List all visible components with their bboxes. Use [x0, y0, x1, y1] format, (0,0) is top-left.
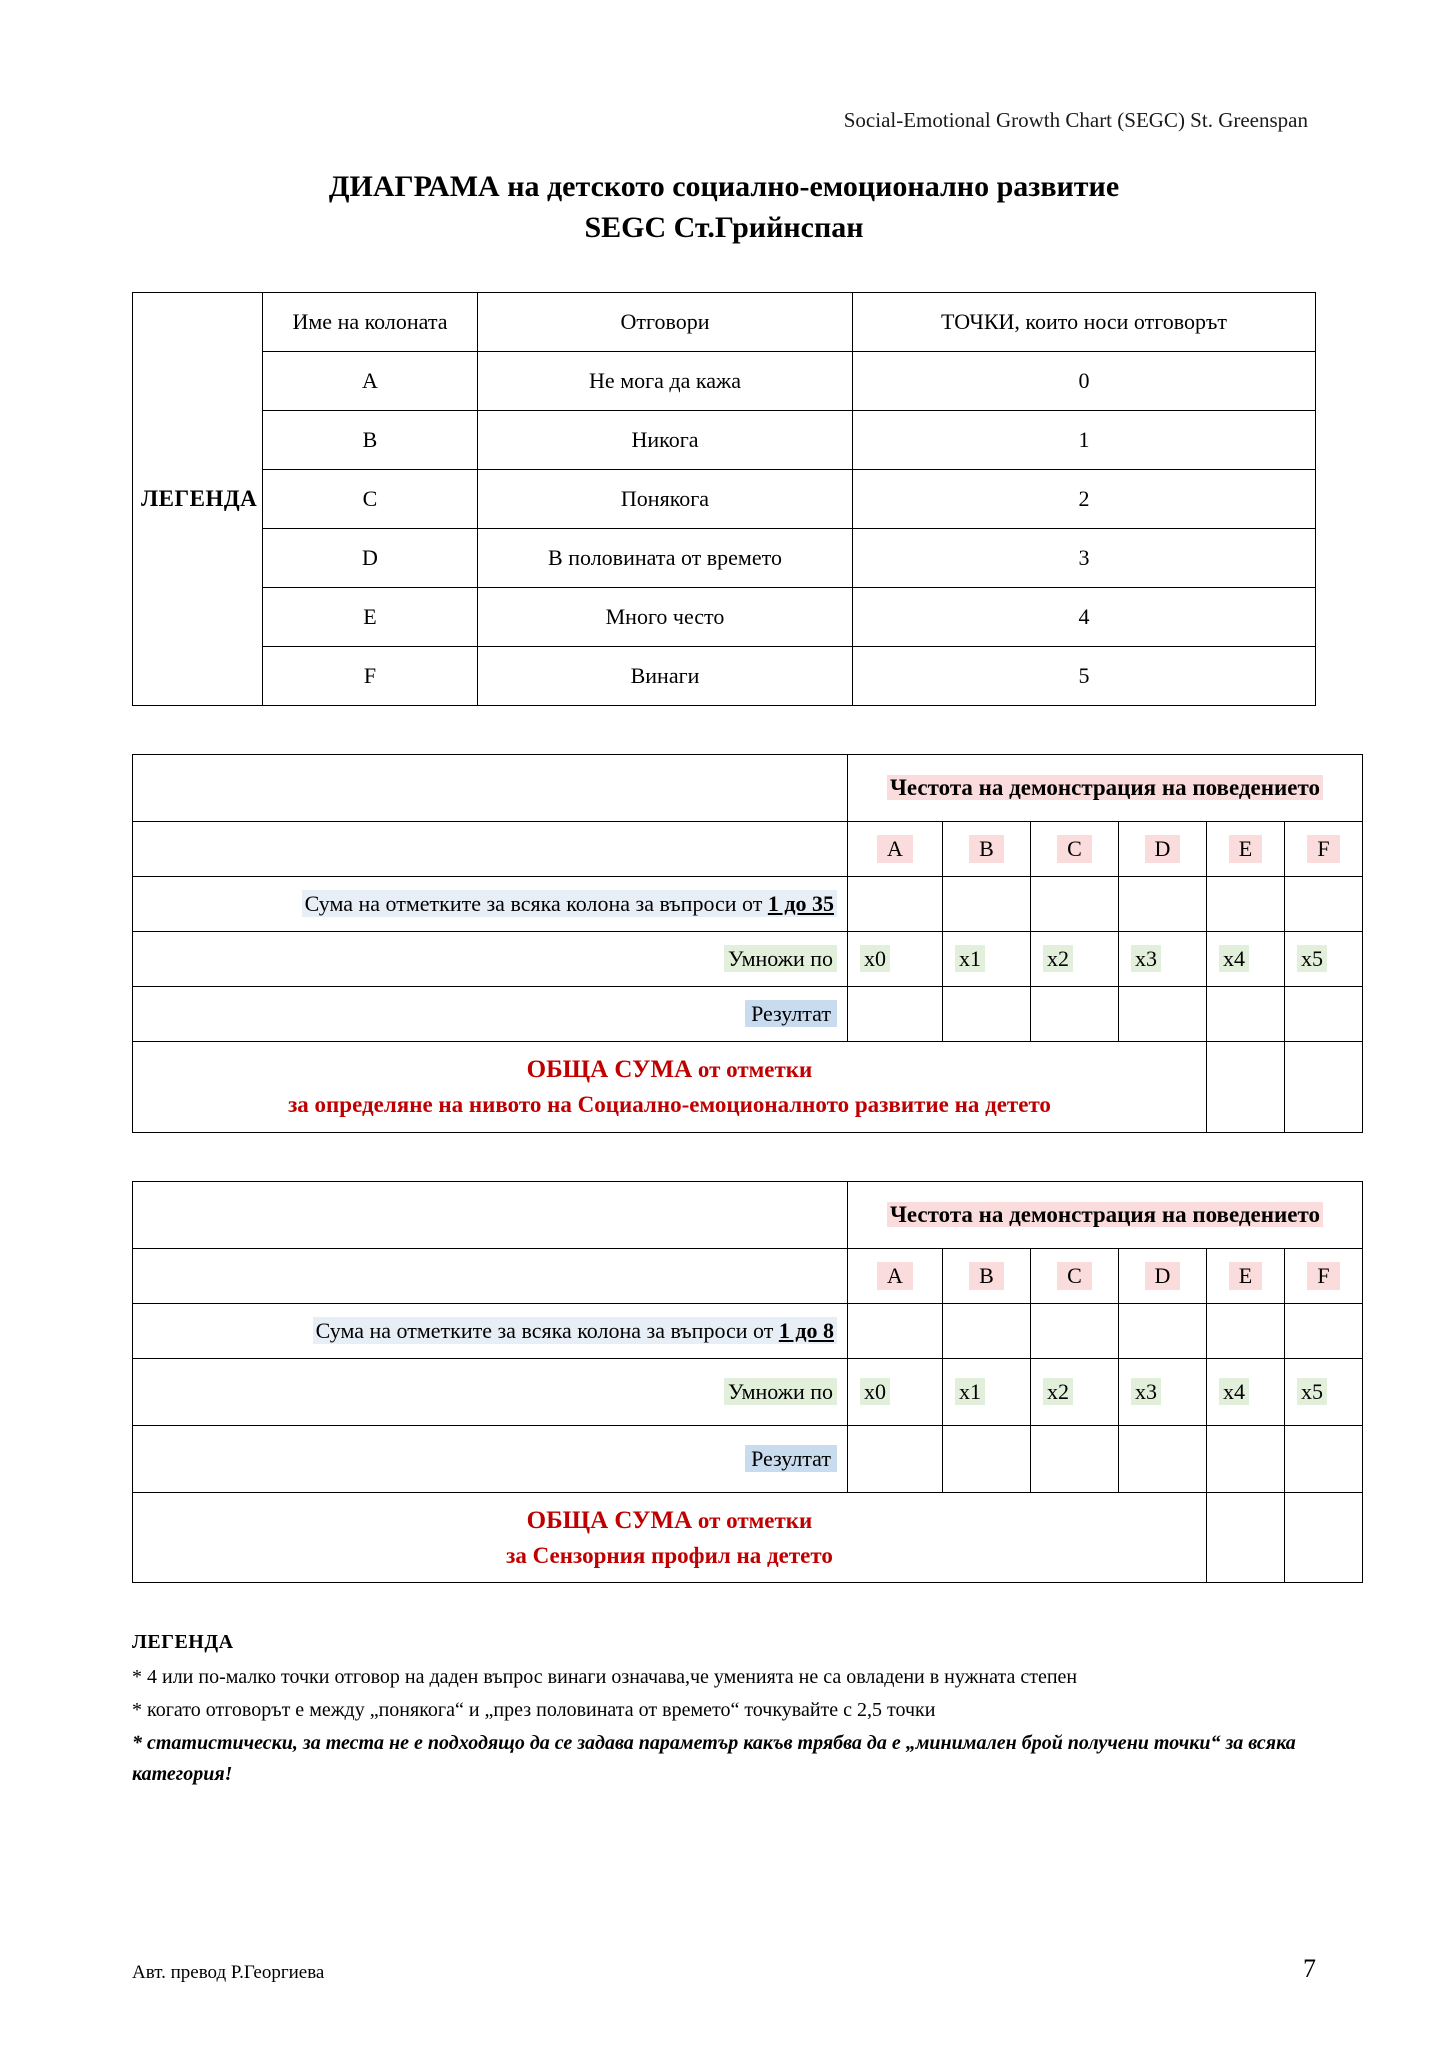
legend-col: C: [263, 470, 478, 529]
result-input-c[interactable]: [1031, 987, 1119, 1042]
multiply-row-label: Умножи по: [133, 932, 848, 987]
page-title: [132, 167, 1316, 248]
grand-total-input[interactable]: [1207, 1492, 1285, 1583]
legend-table: [132, 292, 1316, 706]
table-row: [133, 1303, 1363, 1358]
sum-input-b[interactable]: [943, 1303, 1031, 1358]
table-row: [133, 529, 1316, 588]
multiplier-d: x3: [1119, 932, 1207, 987]
table-row: [133, 755, 1363, 822]
page-number: 7: [1303, 1954, 1316, 1983]
frequency-header-text: Честота на демонстрация на поведението: [887, 775, 1323, 800]
result-input-d[interactable]: [1119, 1425, 1207, 1492]
running-head: Social-Emotional Growth Chart (SEGC) St. Greenspan: [843, 108, 1308, 132]
legend-answer: В половината от времето: [478, 529, 853, 588]
legend-header-col: Име на колоната: [263, 293, 478, 352]
table-row: [133, 1248, 1363, 1303]
column-letter-d: D: [1119, 822, 1207, 877]
score-table-social-emotional: [132, 754, 1363, 1133]
legend-points: 1: [853, 411, 1316, 470]
sum-input-f[interactable]: [1285, 877, 1363, 932]
legend-points: 3: [853, 529, 1316, 588]
table-row: [133, 1358, 1363, 1425]
result-input-d[interactable]: [1119, 987, 1207, 1042]
empty-cell: [133, 755, 848, 822]
sum-input-e[interactable]: [1207, 877, 1285, 932]
table-row: [133, 932, 1363, 987]
score-table-sensory-profile: [132, 1181, 1363, 1584]
table-row: [133, 352, 1316, 411]
legend-answer: Никога: [478, 411, 853, 470]
grand-total-extra: [1285, 1042, 1363, 1133]
table-row: [133, 1425, 1363, 1492]
page-footer: [132, 1954, 1316, 1984]
multiplier-c: x2: [1031, 932, 1119, 987]
legend-points: 0: [853, 352, 1316, 411]
legend-points: 2: [853, 470, 1316, 529]
column-letter-a: A: [848, 822, 943, 877]
legend-answer: Понякога: [478, 470, 853, 529]
column-letter-a: A: [848, 1248, 943, 1303]
multiplier-f: x5: [1285, 1358, 1363, 1425]
table-row: [133, 411, 1316, 470]
legend-col: E: [263, 588, 478, 647]
table-row: [133, 1042, 1363, 1133]
sum-range: 1 до 8: [778, 1317, 834, 1343]
legend-header-answer: Отговори: [478, 293, 853, 352]
grand-total-label: ОБЩА СУМА от отметки за Сензорния профил на детето: [133, 1492, 1207, 1583]
result-input-e[interactable]: [1207, 987, 1285, 1042]
result-input-b[interactable]: [943, 987, 1031, 1042]
legend-points: 5: [853, 647, 1316, 706]
sum-input-c[interactable]: [1031, 1303, 1119, 1358]
page-title-line1: ДИАГРАМА на детското социално-емоционално развитие: [328, 170, 1120, 203]
column-letter-c: C: [1031, 822, 1119, 877]
note-item: * 4 или по-малко точки отговор на даден въпрос винаги означава,че уменията не са овладени в нужната степен: [132, 1666, 1078, 1689]
empty-cell: [133, 822, 848, 877]
multiplier-f: x5: [1285, 932, 1363, 987]
sum-input-c[interactable]: [1031, 877, 1119, 932]
table-row: [133, 1181, 1363, 1248]
column-letter-e: E: [1207, 1248, 1285, 1303]
table-row: [133, 588, 1316, 647]
result-input-e[interactable]: [1207, 1425, 1285, 1492]
sum-row-label: Сума на отметките за всяка колона за въпроси от 1 до 8: [133, 1303, 848, 1358]
grand-total-subtitle: за определяне на нивото на Социално-емоционалното развитие на детето: [288, 1092, 1051, 1118]
legend-answer: Винаги: [478, 647, 853, 706]
sum-input-a[interactable]: [848, 877, 943, 932]
frequency-header: [848, 1181, 1363, 1248]
multiplier-c: x2: [1031, 1358, 1119, 1425]
table-row: [133, 987, 1363, 1042]
multiply-row-label: Умножи по: [133, 1358, 848, 1425]
page-title-line2: SEGC Ст.Грийнспан: [584, 210, 864, 244]
sum-input-e[interactable]: [1207, 1303, 1285, 1358]
multiplier-e: x4: [1207, 1358, 1285, 1425]
result-input-a[interactable]: [848, 1425, 943, 1492]
legend-col: D: [263, 529, 478, 588]
multiplier-b: x1: [943, 1358, 1031, 1425]
translator-credit: Авт. превод Р.Георгиева: [132, 1962, 325, 1983]
grand-total-emphasis: ОБЩА СУМА: [526, 1506, 693, 1534]
sum-input-a[interactable]: [848, 1303, 943, 1358]
column-letter-d: D: [1119, 1248, 1207, 1303]
empty-cell: [133, 1181, 848, 1248]
multiplier-e: x4: [1207, 932, 1285, 987]
notes-section: [132, 1631, 1316, 1790]
grand-total-subtitle: за Сензорния профил на детето: [506, 1542, 833, 1568]
note-item: * когато отговорът е между „понякога“ и „през половината от времето“ точкувайте с 2,5 точки: [132, 1699, 936, 1722]
sum-row-label: Сума на отметките за всяка колона за въпроси от 1 до 35: [133, 877, 848, 932]
sum-range: 1 до 35: [767, 891, 834, 916]
legend-answer: Много често: [478, 588, 853, 647]
column-letter-c: C: [1031, 1248, 1119, 1303]
legend-points: 4: [853, 588, 1316, 647]
note-italic: * статистически, за теста не е подходящо да се задава параметър какъв трябва да е „минимален брой получени точки“ за всяка категория!: [132, 1732, 1296, 1786]
result-input-a[interactable]: [848, 987, 943, 1042]
table-row: [133, 877, 1363, 932]
result-input-f[interactable]: [1285, 1425, 1363, 1492]
sum-input-d[interactable]: [1119, 1303, 1207, 1358]
legend-col: A: [263, 352, 478, 411]
sum-input-d[interactable]: [1119, 877, 1207, 932]
result-input-f[interactable]: [1285, 987, 1363, 1042]
result-row-label: Резултат: [133, 987, 848, 1042]
result-input-c[interactable]: [1031, 1425, 1119, 1492]
column-letter-f: F: [1285, 1248, 1363, 1303]
grand-total-extra: [1285, 1492, 1363, 1583]
empty-cell: [133, 1248, 848, 1303]
grand-total-input[interactable]: [1207, 1042, 1285, 1133]
sum-input-f[interactable]: [1285, 1303, 1363, 1358]
grand-total-emphasis: ОБЩА СУМА: [526, 1056, 693, 1083]
column-letter-b: B: [943, 1248, 1031, 1303]
grand-total-label: ОБЩА СУМА от отметки за определяне на нивото на Социално-емоционалното развитие на детето: [133, 1042, 1207, 1133]
table-row: [133, 470, 1316, 529]
column-letter-b: B: [943, 822, 1031, 877]
legend-header-points: ТОЧКИ, които носи отговорът: [853, 293, 1316, 352]
table-row: [133, 293, 1316, 352]
legend-col: F: [263, 647, 478, 706]
multiplier-d: x3: [1119, 1358, 1207, 1425]
table-row: [133, 647, 1316, 706]
table-row: [133, 822, 1363, 877]
multiplier-b: x1: [943, 932, 1031, 987]
multiplier-a: x0: [848, 1358, 943, 1425]
legend-col: B: [263, 411, 478, 470]
sum-input-b[interactable]: [943, 877, 1031, 932]
legend-answer: Не мога да кажа: [478, 352, 853, 411]
result-input-b[interactable]: [943, 1425, 1031, 1492]
frequency-header: [848, 755, 1363, 822]
result-row-label: Резултат: [133, 1425, 848, 1492]
multiplier-a: x0: [848, 932, 943, 987]
legend-label: ЛЕГЕНДА: [133, 293, 263, 706]
column-letter-e: E: [1207, 822, 1285, 877]
table-row: [133, 1492, 1363, 1583]
notes-title: ЛЕГЕНДА: [132, 1631, 234, 1654]
frequency-header-text: Честота на демонстрация на поведението: [887, 1202, 1323, 1227]
column-letter-f: F: [1285, 822, 1363, 877]
